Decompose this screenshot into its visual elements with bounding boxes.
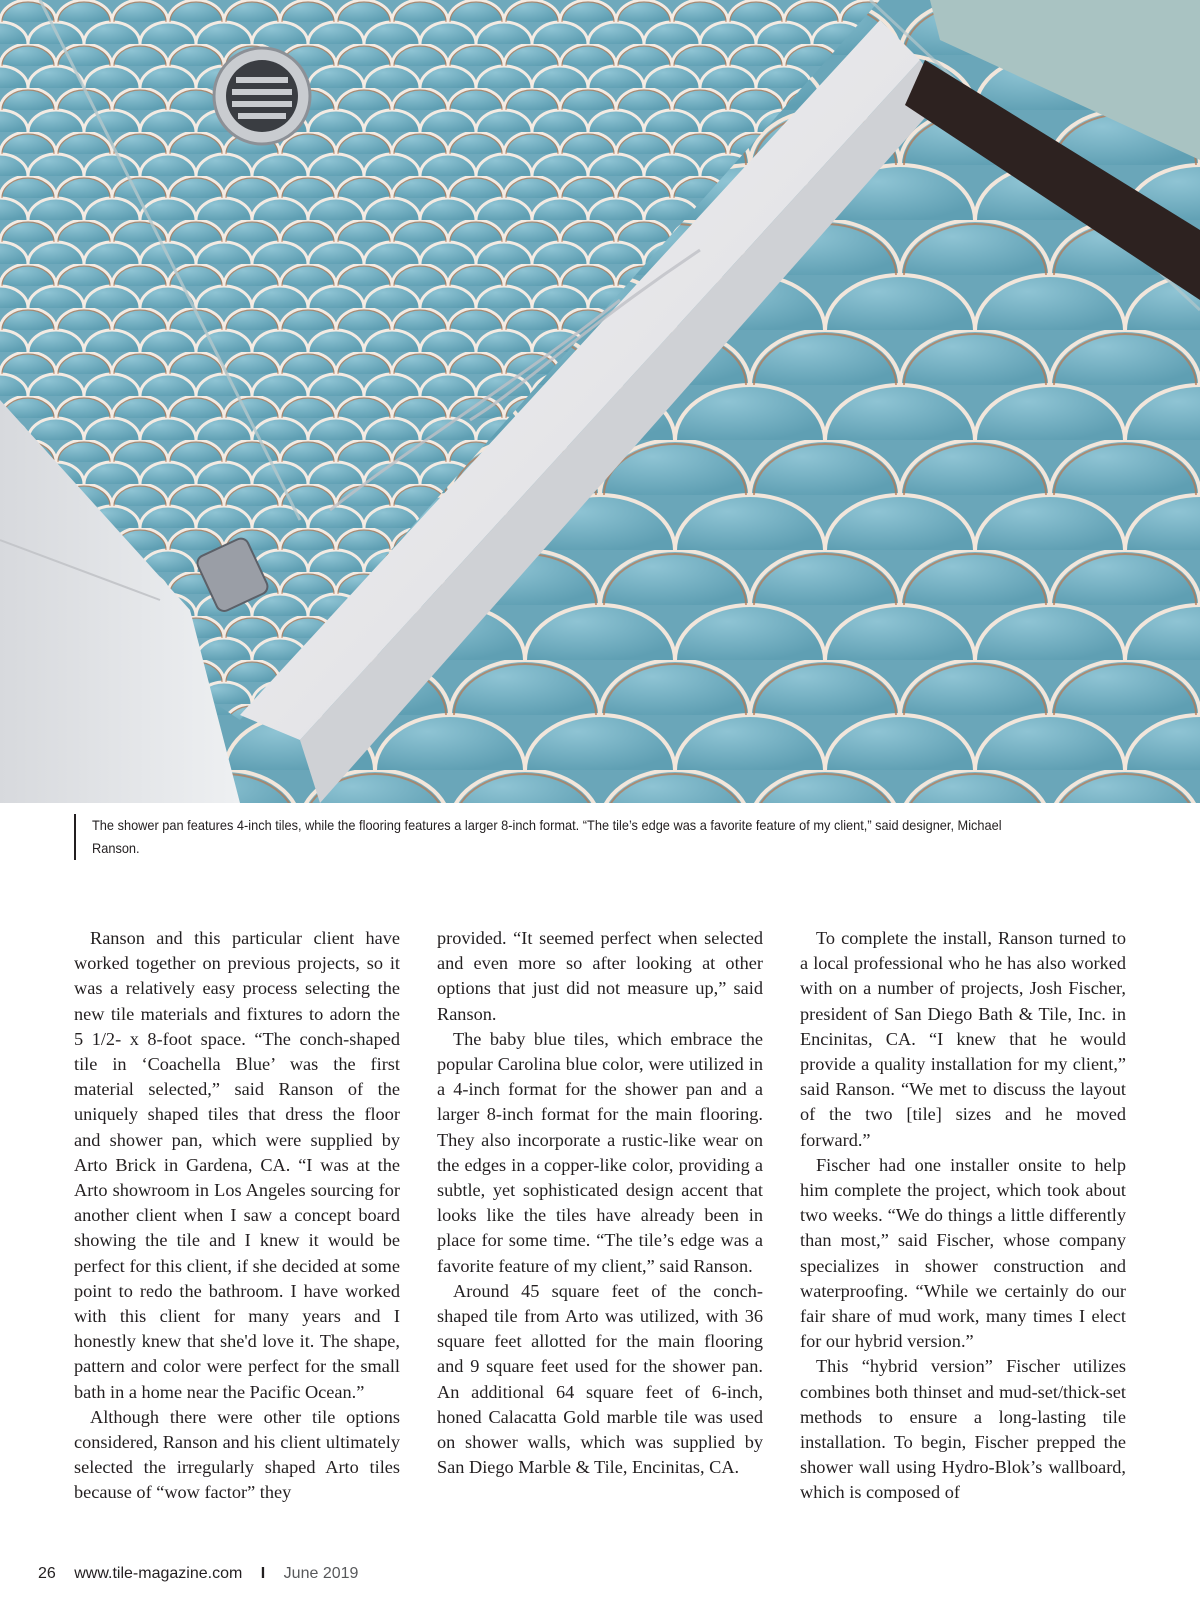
issue-date: June 2019 bbox=[283, 1565, 359, 1582]
paragraph: Ranson and this particular client have worked together on previous projects, so it was a relatively easy process selecting the new tile materials and fixtures to adorn the 5 1/2- x 8-foot space. “The conch-shaped tile in ‘Coachella Blue’ was the first material selected,” said Ranson of the uniquely shaped tiles that dress the floor and shower pan, which were supplied by Arto Brick in Gardena, CA. “I was at the Arto showroom in Los Angeles sourcing for another client when I saw a concept board showing the tile and I knew it would be perfect for this client, if she decided at some point to redo the bathroom. I have worked with this client for many years and I honestly knew that she'd love it. The shape, pattern and color were perfect for the small bath in a home near the Pacific Ocean.” bbox=[74, 928, 400, 1402]
paragraph: Around 45 square feet of the conch-shaped tile from Arto was utilized, with 36 square feet allotted for the main flooring and 9 square feet used for the shower pan. An additional 64 square feet of 6-inch, honed Calacatta Gold marble tile was used on shower walls, which was supplied by San Diego Marble & Tile, Encinitas, CA. bbox=[437, 1280, 763, 1478]
photo-caption-block bbox=[74, 814, 1012, 860]
website-link[interactable]: www.tile-magazine.com bbox=[74, 1565, 243, 1582]
article-column-1 bbox=[74, 926, 400, 1506]
article-column-3 bbox=[800, 926, 1126, 1506]
photo-caption: The shower pan features 4-inch tiles, while the flooring features a larger 8-inch format. “The tile’s edge was a favorite feature of my client,” said designer, Michael Ranson. bbox=[92, 818, 1002, 856]
paragraph: This “hybrid version” Fischer utilizes combines both thinset and mud-set/thick-set methods to ensure a long-lasting tile installation. To begin, Fischer prepped the shower wall using Hydro-Blok’s wallboard, which is composed of bbox=[800, 1356, 1126, 1503]
article-column-2 bbox=[437, 926, 763, 1480]
footer-separator: I bbox=[260, 1565, 266, 1582]
paragraph: Although there were other tile options considered, Ranson and his client ultimately selected the irregularly shaped Arto tiles because of “wow factor” they bbox=[74, 1406, 400, 1503]
shower-floor-photo bbox=[0, 0, 1200, 803]
paragraph: provided. “It seemed perfect when selected and even more so after looking at other options that just did not measure up,” said Ranson. bbox=[437, 928, 763, 1024]
page-footer bbox=[38, 1565, 372, 1583]
paragraph: Fischer had one installer onsite to help him complete the project, which took about two weeks. “We do things a little differently than most,” said Fischer, whose company specializes in shower construction and waterproofing. “While we certainly do our fair share of mud work, many times I elect for our hybrid version.” bbox=[800, 1154, 1126, 1352]
paragraph: The baby blue tiles, which embrace the popular Carolina blue color, were utilized in a 4-inch format for the shower pan and a larger 8-inch format for the main flooring. They also incorporate a rustic-like wear on the edges in a copper-like color, providing a subtle, yet sophisticated design accent that looks like the tiles have already been in place for some time. “The tile’s edge was a favorite feature of my client,” said Ranson. bbox=[437, 1028, 763, 1276]
page-number: 26 bbox=[38, 1565, 56, 1582]
paragraph: To complete the install, Ranson turned to a local professional who he has also worked with on a number of projects, Josh Fischer, president of San Diego Bath & Tile, Inc. in Encinitas, CA. “I knew that he would provide a quality installation for my client,” said Ranson. “We met to discuss the layout of the two [tile] sizes and he moved forward.” bbox=[800, 928, 1126, 1150]
